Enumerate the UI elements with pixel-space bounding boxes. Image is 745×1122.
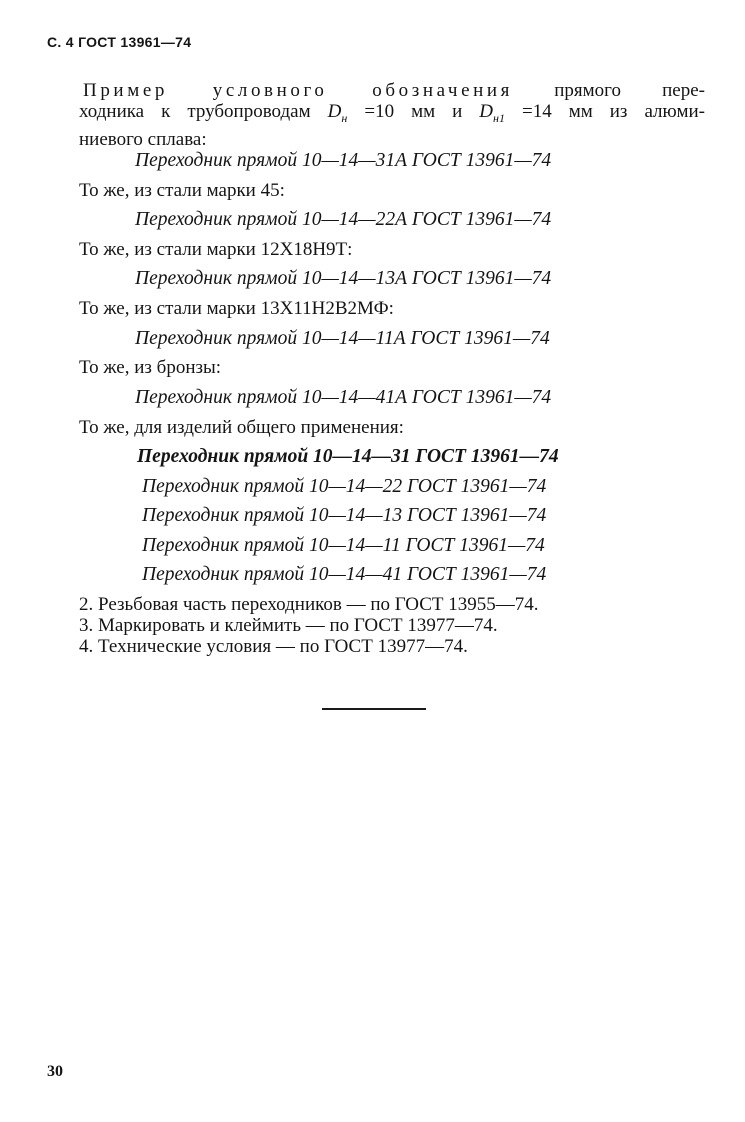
intro-line-2 [79,101,705,129]
intro-line-1-rest: прямого пере- [554,80,705,101]
intro-line-3: ниевого сплава: [79,128,207,150]
intro-paragraph [79,80,705,150]
intro-line-1 [79,80,705,101]
clause-4: 4. Технические условия — по ГОСТ 13977—74. [79,636,468,657]
intro-line-2-b: =10 мм и [347,101,480,122]
caption-general-use: То же, для изделий общего применения: [79,417,404,438]
caption-steel-13x11: То же, из стали марки 13Х11Н2В2МФ: [79,298,394,319]
intro-line-2-a: ходника к трубопроводам [79,101,328,122]
page-header: С. 4 ГОСТ 13961—74 [47,34,192,50]
clause-2: 2. Резьбовая часть переходников — по ГОСТ 13955—74. [79,594,539,615]
caption-steel-12x18h9t: То же, из стали марки 12Х18Н9Т: [79,239,353,260]
intro-spaced-words: Пример условного обозначения [83,80,513,101]
designation-2: Переходник прямой 10—14—22А ГОСТ 13961—74 [135,209,552,230]
dn1-symbol: D [479,101,494,122]
intro-line-2-c: =14 мм из алюми- [504,101,705,122]
page-number: 30 [47,1063,63,1080]
designation-4: Переходник прямой 10—14—11А ГОСТ 13961—74 [135,328,550,349]
designation-5: Переходник прямой 10—14—41А ГОСТ 13961—74 [135,387,552,408]
dn-symbol: D [327,101,342,122]
designation-general-1: Переходник прямой 10—14—31 ГОСТ 13961—74 [137,446,559,467]
caption-steel-45: То же, из стали марки 45: [79,180,285,201]
closing-rule [322,708,426,710]
dn1-subscript: н1 [493,110,505,125]
clause-3: 3. Маркировать и клеймить — по ГОСТ 13977—74. [79,615,498,636]
designation-1: Переходник прямой 10—14—31А ГОСТ 13961—74 [135,150,552,171]
designation-general-4: Переходник прямой 10—14—11 ГОСТ 13961—74 [142,535,545,556]
designation-general-3: Переходник прямой 10—14—13 ГОСТ 13961—74 [142,505,547,526]
caption-bronze: То же, из бронзы: [79,357,222,378]
dn-subscript: н [341,110,348,125]
designation-3: Переходник прямой 10—14—13А ГОСТ 13961—74 [135,268,552,289]
designation-general-5: Переходник прямой 10—14—41 ГОСТ 13961—74 [142,564,547,585]
designation-general-2: Переходник прямой 10—14—22 ГОСТ 13961—74 [142,476,547,497]
